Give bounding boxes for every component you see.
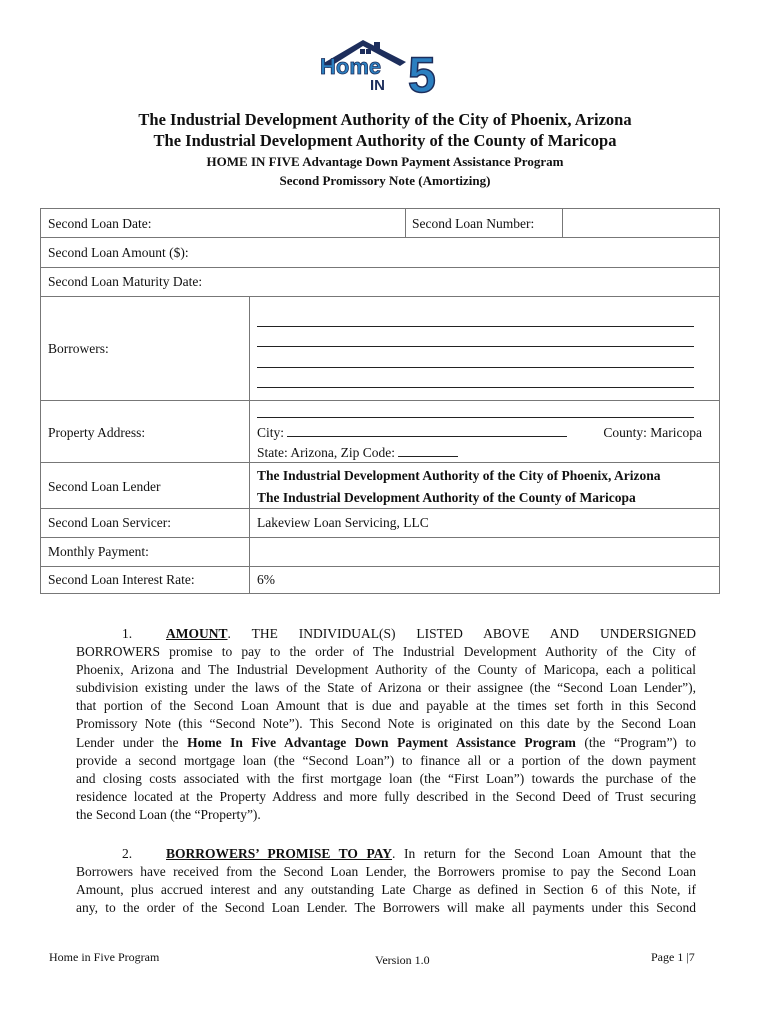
- county-text: County: Maricopa: [603, 425, 702, 440]
- section-2-heading: BORROWERS’ PROMISE TO PAY: [166, 846, 393, 861]
- title-line-1: The Industrial Development Authority of the City of Phoenix, Arizona: [138, 110, 632, 129]
- lender-line-1: The Industrial Development Authority of the City of Phoenix, Arizona: [257, 468, 661, 483]
- row-interest-rate: [41, 567, 719, 594]
- row-loan-amount: [41, 238, 719, 268]
- document-title: Second Promissory Note (Amortizing): [279, 173, 491, 188]
- servicer-value: Lakeview Loan Servicing, LLC: [257, 515, 429, 530]
- zip-line: [398, 447, 458, 457]
- state-zip-text: State: Arizona, Zip Code:: [257, 445, 395, 460]
- property-address-label: Property Address:: [48, 425, 146, 440]
- interest-rate-value: 6%: [257, 572, 275, 587]
- row-loan-date: [41, 209, 719, 238]
- row-servicer: [41, 509, 719, 538]
- address-fields: [257, 401, 702, 463]
- section-2-number: 2.: [122, 846, 133, 861]
- borrower-line-2: [257, 346, 694, 347]
- borrower-line-4: [257, 387, 694, 388]
- row-maturity-date: [41, 268, 719, 297]
- row-property-address: [41, 401, 719, 463]
- borrower-line-1: [257, 326, 694, 327]
- footer-version: Version 1.0: [375, 953, 430, 967]
- section-2-promise: 2. BORROWERS’ PROMISE TO PAY. In return for the Second Loan Amount that the Borrowers have received from the Second Loan Lender, the Borrowers promise to pay the Second Loan Amount, plus accrued interest and any outstanding Late Charge as defined in Section 6 of this Note, if any, to the order of the Second Loan Lender. The Borrowers will make all payments under this Second: [76, 846, 696, 916]
- interest-rate-label: Second Loan Interest Rate:: [48, 572, 195, 587]
- city-line: [287, 427, 567, 437]
- section-1-number: 1.: [122, 626, 133, 641]
- logo-word: Home: [320, 54, 382, 79]
- monthly-payment-label: Monthly Payment:: [48, 544, 149, 559]
- row-borrowers: [41, 297, 719, 401]
- footer-page: Page 1 |7: [651, 950, 695, 964]
- logo-number: 5: [408, 47, 436, 96]
- loan-date-label: Second Loan Date:: [48, 216, 152, 231]
- loan-info-table: [40, 208, 720, 594]
- borrower-line-3: [257, 367, 694, 368]
- lender-label: Second Loan Lender: [48, 479, 161, 494]
- servicer-label: Second Loan Servicer:: [48, 515, 171, 530]
- title-line-2: The Industrial Development Authority of the County of Maricopa: [153, 131, 617, 150]
- home-in-five-logo: [318, 36, 448, 96]
- borrowers-label: Borrowers:: [48, 341, 109, 356]
- loan-amount-label: Second Loan Amount ($):: [48, 245, 189, 260]
- program-title: HOME IN FIVE Advantage Down Payment Assistance Program: [206, 154, 564, 169]
- section-1-heading: AMOUNT: [166, 626, 228, 641]
- street-line: [257, 417, 694, 418]
- borrower-lines: [257, 297, 697, 401]
- section-1-amount: 1. AMOUNT. THE INDIVIDUAL(S) LISTED ABOVE AND UNDERSIGNED BORROWERS promise to pay to the order of The Industrial Development Authority of the City of Phoenix, Arizona and The Industrial Development Authority of the County of Maricopa, each a political subdivision existing under the laws of the State of Arizona or their assignee (the “Second Loan Lender”), that portion of the Second Loan Amount that is due and payable at the times set forth in this Second Promissory Note (this “Second Note”). This Second Note is originated on this date by the Second Loan Lender under the Home In Five Advantage Down Payment Assistance Program (the “Program”) to provide a second mortgage loan (the “Second Loan”) to finance all or a portion of the down payment and closing costs associated with the first mortgage loan (the “First Loan”) towards the purchase of the residence located at the Property Address and more fully described in the Second Deed of Trust securing the Second Loan (the “Property”).: [76, 625, 696, 824]
- loan-number-label: Second Loan Number:: [412, 216, 535, 231]
- row-lender: [41, 463, 719, 509]
- logo-sub: IN: [370, 77, 385, 94]
- maturity-date-label: Second Loan Maturity Date:: [48, 274, 203, 289]
- lender-line-2: The Industrial Development Authority of the County of Maricopa: [257, 490, 636, 505]
- program-name: Home In Five Advantage Down Payment Assistance Program: [187, 734, 576, 750]
- city-label: City:: [257, 425, 285, 440]
- row-monthly-payment: [41, 538, 719, 567]
- footer-program: Home in Five Program: [49, 950, 160, 964]
- section-1-text: BORROWERS promise to pay to the order of The Industrial Development Authority of the City of Phoenix, Arizona and The Industrial Development Authority of the County of Maricopa, each a political subdivision existing under the laws of the State of Arizona or their assignee (the “Second Loan Lender”), that portion of the Second Loan Amount that is due and payable at the times set forth in this Second Promissory Note (this “Second Note”). This Second Note is originated on this date by the Second Loan Lender under the Home In Five Advantage Down Payment Assistance Program (the “Program”) to provide a second mortgage loan (the “Second Loan”) to finance all or a portion of the down payment and closing costs associated with the first mortgage loan (the “First Loan”) towards the purchase of the residence located at the Property Address and more fully described in the Second Deed of Trust securing the Second Loan (the “Property”).: [76, 644, 696, 822]
